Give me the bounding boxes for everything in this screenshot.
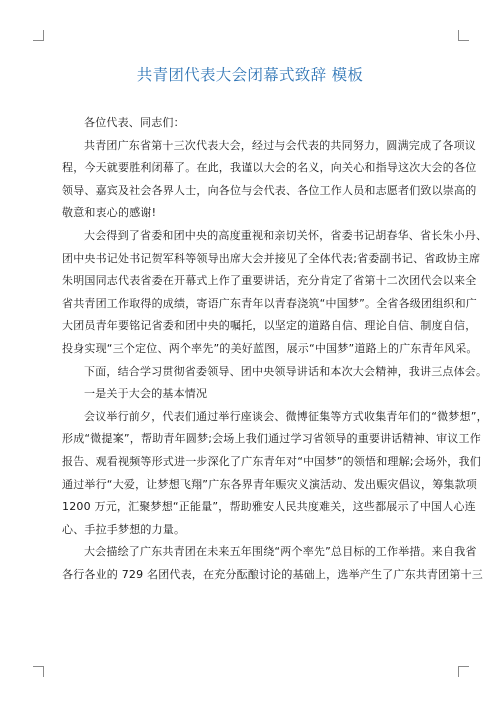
text-line: 形成“微提案”，帮助青年圆梦;会场上我们通过学习省领导的重要讲话精神、审议工作 <box>62 432 481 446</box>
text-line: 敬意和衷心的感谢! <box>62 206 157 220</box>
text-line: 程，今天就要胜利闭幕了。在此，我谨以大会的名义，向关心和指导这次大会的各位 <box>62 161 477 175</box>
text-line: 共青团广东省第十三次代表大会，经过与会代表的共同努力，圆满完成了各项议 <box>84 138 476 152</box>
text-line: 1200 万元，汇聚梦想“正能量”，帮助雅安人民共度难关，这些都展示了中国人心连 <box>62 500 476 514</box>
text-line: 一是关于大会的基本情况 <box>84 387 208 401</box>
document-title: 共青团代表大会闭幕式致辞 模板 <box>136 66 364 84</box>
text-line: 投身实现“三个定位、两个率先”的美好蓝图，展示“中国梦”道路上的广东青年风采。 <box>62 341 478 355</box>
crop-mark-top-left <box>33 30 44 41</box>
text-line: 大会得到了省委和团中央的高度重视和亲切关怀，省委书记胡春华、省长朱小丹、 <box>84 228 488 242</box>
text-line: 领导、嘉宾及社会各界人士，向各位与会代表、各位工作人员和志愿者们致以崇高的 <box>62 183 477 197</box>
crop-mark-bottom-right <box>458 666 469 677</box>
text-line: 心、手拉手梦想的力量。 <box>62 522 186 536</box>
text-line: 下面，结合学习贯彻省委领导、团中央领导讲话和本次大会精神，我讲三点体会。 <box>84 364 488 378</box>
text-line: 通过举行“大爱，让梦想飞翔”广东各界青年赈灾义演活动、发出赈灾倡议，筹集款项 <box>62 477 477 491</box>
text-line: 团中央书记处书记贺军科等领导出席大会并接见了全体代表;省委副书记、省政协主席 <box>62 251 481 265</box>
document-body <box>62 112 488 586</box>
text-line: 大会描绘了广东共青团在未来五年围绕“两个率先”总目标的工作举措。来自我省 <box>84 545 477 559</box>
text-line: 会议举行前夕，代表们通过举行座谈会、微博征集等方式收集青年们的“微梦想”， <box>84 409 488 423</box>
crop-mark-bottom-left <box>33 666 44 677</box>
text-line: 朱明国同志代表省委在开幕式上作了重要讲话，充分肯定了省第十二次团代会以来全 <box>62 274 477 288</box>
text-line: 报告、观看视频等形式进一步深化了广东青年对“中国梦”的领悟和理解;会场外，我们 <box>62 454 481 468</box>
text-line: 各行各业的 729 名团代表，在充分酝酿讨论的基础上，选举产生了广东共青团第十三 <box>62 567 483 581</box>
crop-mark-top-right <box>458 30 469 41</box>
text-line: 大团员青年要铭记省委和团中央的嘱托，以坚定的道路自信、理论自信、制度自信， <box>62 319 477 333</box>
text-line: 各位代表、同志们： <box>84 116 185 129</box>
text-line: 省共青团工作取得的成绩，寄语广东青年以青春浇筑“中国梦”。全省各级团组织和广 <box>62 296 477 310</box>
